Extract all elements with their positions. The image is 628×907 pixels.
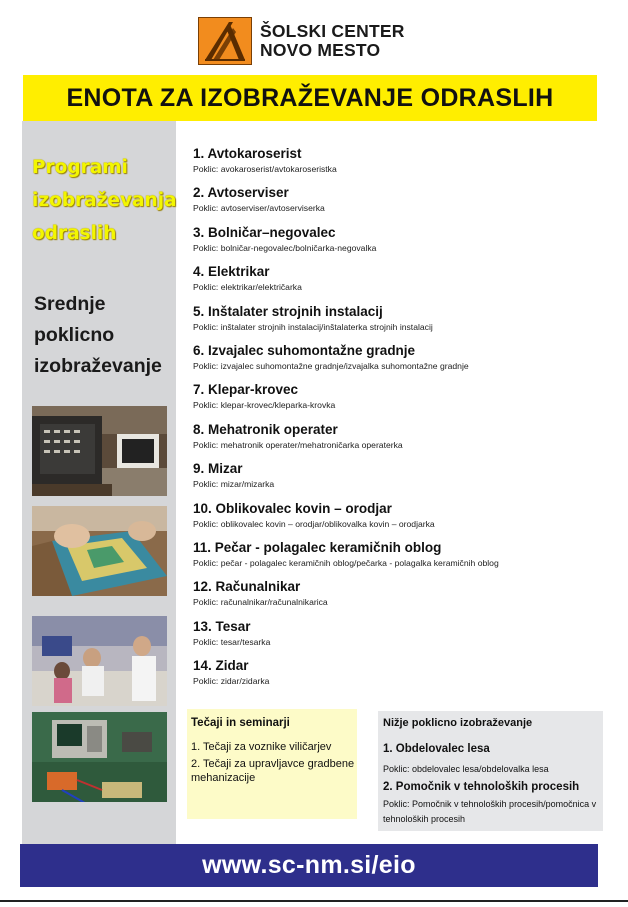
program-title: 8. Mehatronik operater [193,421,338,437]
program-occupation: Poklic: pečar - polagalec keramičnih oblog/pečarka - polagalka keramičnih oblog [193,557,499,568]
program-occupation: Poklic: inštalater strojnih instalacij/inštalaterka strojnih instalacij [193,321,433,332]
program-occupation: Poklic: izvajalec suhomontažne gradnje/izvajalka suhomontažne gradnje [193,360,469,371]
program-occupation: Poklic: računalnikar/računalnikarica [193,597,328,608]
program-title: 2. Avtoserviser [193,185,289,201]
page-title-banner: ENOTA ZA IZOBRAŽEVANJE ODRASLIH [23,75,597,121]
program-occupation: Poklic: tesar/tesarka [193,636,271,647]
lower-vocational-box [378,711,603,831]
program-occupation: Poklic: oblikovalec kovin – orodjar/oblikovalka kovin – orodjarka [193,518,435,529]
logo-line-1: ŠOLSKI CENTER [260,21,405,41]
list-item [193,224,593,263]
photo-nursing [32,616,167,706]
program-title: 14. Zidar [193,658,249,674]
program-title: 1. Avtokaroserist [193,146,302,161]
courses-box [187,709,357,819]
program-title: 4. Elektrikar [193,264,270,280]
list-item [193,618,593,657]
list-item [193,184,593,223]
photo-electronics [32,712,167,802]
list-item [193,342,593,381]
sidebar-subheading-line: izobraževanje [34,355,162,377]
sidebar-subheading-line: poklicno [34,324,115,346]
course-item: 2. Tečaji za upravljavce gradbene mehanizacije [191,758,355,784]
photo-lab-equipment [32,406,167,496]
courses-heading: Tečaji in seminarji [191,717,290,729]
program-title: 9. Mizar [193,461,243,477]
program-occupation: Poklic: avtoserviser/avtoserviserka [193,203,325,214]
program-title: 10. Oblikovalec kovin – orodjar [193,500,392,516]
program-title: 13. Tesar [193,618,251,634]
program-title: 6. Izvajalec suhomontažne gradnje [193,342,416,358]
program-title: 11. Pečar - polagalec keramičnih oblog [193,539,442,555]
sidebar-heading [32,151,182,250]
program-occupation: Poklic: mehatronik operater/mehatroničarka operaterka [193,439,403,450]
list-item [193,381,593,420]
list-item [193,303,593,342]
sidebar-subheading [34,289,184,382]
program-occupation: Poklic: bolničar-negovalec/bolničarka-negovalka [193,242,377,253]
program-title: 7. Klepar-krovec [193,382,299,398]
program-occupation: Poklic: mizar/mizarka [193,479,275,490]
list-item [193,145,593,184]
sidebar-heading-line: izobraževanja [32,190,177,211]
program-title: 12. Računalnikar [193,579,301,595]
lower-program-occupation: Poklic: obdelovalec lesa/obdelovalka lesa [383,764,549,774]
sidebar-heading-line: Programi [32,157,128,178]
sidebar-heading-line: odraslih [32,223,117,244]
lower-program-title: 1. Obdelovalec lesa [383,743,490,755]
lower-heading: Nižje poklicno izobraževanje [383,717,533,729]
lower-program-title: 2. Pomočnik v tehnoloških procesih [383,781,580,793]
list-item [193,263,593,302]
list-item [193,539,593,578]
list-item [193,460,593,499]
footer-url[interactable]: www.sc-nm.si/eio [20,844,598,887]
logo-line-2: NOVO MESTO [260,40,381,60]
sidebar-subheading-line: Srednje [34,293,106,315]
program-title: 3. Bolničar–negovalec [193,224,336,240]
divider [0,900,628,902]
program-list [193,145,593,696]
program-occupation: Poklic: elektrikar/električarka [193,282,302,293]
list-item [193,578,593,617]
photo-tiling [32,506,167,596]
list-item [193,657,593,696]
list-item [193,421,593,460]
program-occupation: Poklic: zidar/zidarka [193,676,270,687]
logo-mark-icon [198,17,252,65]
lower-program-occupation: Poklic: Pomočnik v tehnoloških procesih/pomočnica v tehnoloških procesih [383,799,597,824]
school-logo [198,17,405,65]
program-occupation: Poklic: klepar-krovec/kleparka-krovka [193,400,336,411]
course-item: 1. Tečaji za voznike viličarjev [191,741,332,753]
program-title: 5. Inštalater strojnih instalacij [193,303,383,319]
list-item [193,500,593,539]
program-occupation: Poklic: avokaroserist/avtokaroseristka [193,164,337,174]
